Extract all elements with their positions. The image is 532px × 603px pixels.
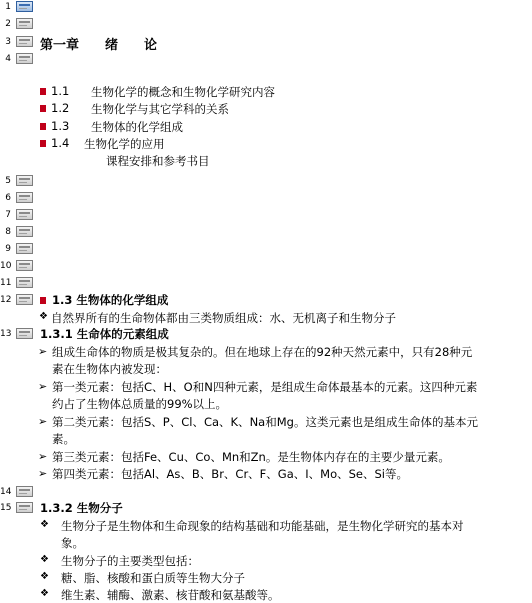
bullet-line: 第三类元素：包括Fe、Cu、Co、Mn和Zn。是生物体内存在的主要少量元素。 — [52, 450, 450, 464]
bullet-marker — [40, 105, 46, 112]
slide-row-10[interactable] — [0, 259, 532, 273]
slide-thumbnail[interactable] — [16, 175, 33, 186]
slide-row-1[interactable] — [0, 0, 532, 14]
slide-thumbnail[interactable] — [16, 328, 33, 339]
arrow-bullet-icon: ➢ — [38, 467, 48, 480]
slide-number: 1 — [5, 2, 11, 12]
slide-thumbnail[interactable] — [16, 192, 33, 203]
slide-number: 12 — [0, 295, 12, 305]
slide-thumbnail[interactable] — [16, 226, 33, 237]
outline-item-num: 1.4 — [51, 136, 70, 150]
slide-number: 14 — [0, 487, 12, 497]
arrow-bullet-icon: ➢ — [38, 380, 48, 393]
bullet-line: 维生素、辅酶、激素、核苷酸和氨基酸等。 — [61, 588, 280, 602]
slide-row-13[interactable] — [0, 326, 532, 486]
diamond-bullet-icon: ❖ — [39, 311, 48, 322]
slide-number: 15 — [0, 503, 12, 513]
slide-thumbnail[interactable] — [16, 502, 33, 513]
outline-item-text: 生物化学与其它学科的关系 — [91, 102, 229, 116]
slide-row-3[interactable] — [0, 34, 532, 53]
slide-thumbnail[interactable] — [16, 1, 33, 12]
slide-thumbnail[interactable] — [16, 243, 33, 254]
slide-row-4[interactable] — [0, 52, 532, 172]
outline-item-num: 1.2 — [51, 101, 70, 115]
bullet-line: 组成生命体的物质是极其复杂的。但在地球上存在的92种天然元素中，只有28种元 — [52, 345, 473, 359]
bullet-marker — [40, 140, 46, 147]
diamond-bullet-icon: ❖ — [40, 554, 49, 565]
outline-item-text: 生物体的化学组成 — [91, 120, 183, 134]
slide-number: 9 — [5, 244, 11, 254]
slide-thumbnail[interactable] — [16, 36, 33, 47]
slide-row-8[interactable] — [0, 225, 532, 239]
diamond-bullet-icon: ❖ — [40, 519, 49, 530]
arrow-bullet-icon: ➢ — [38, 415, 48, 428]
slide-row-15[interactable] — [0, 500, 532, 603]
slide-row-12[interactable] — [0, 292, 532, 326]
slide-number: 6 — [5, 193, 11, 203]
outline-item-num: 1.3 — [51, 119, 70, 133]
slide-number: 10 — [0, 261, 12, 271]
bullet-line: 素。 — [52, 432, 75, 446]
bullet-line: 第一类元素：包括C、H、O和N四种元素，是组成生命体最基本的元素。这四种元素 — [52, 380, 478, 394]
outline-item-text: 生物化学的应用 — [84, 137, 165, 151]
bullet-line: 生物分子的主要类型包括： — [61, 554, 199, 568]
slide-heading: 1.3.1 生命体的元素组成 — [40, 327, 169, 341]
outline-item-num: 1.1 — [51, 84, 70, 98]
slide-number: 5 — [5, 176, 11, 186]
slide-row-11[interactable] — [0, 276, 532, 290]
bullet-marker — [40, 88, 46, 95]
slide-row-14[interactable] — [0, 485, 532, 499]
slide-row-7[interactable] — [0, 208, 532, 222]
slide-title: 第一章 绪 论 — [40, 38, 158, 53]
slide-row-9[interactable] — [0, 242, 532, 256]
slide-thumbnail[interactable] — [16, 18, 33, 29]
bullet-marker — [40, 123, 46, 130]
bullet-line: 第二类元素：包括S、P、Cl、Ca、K、Na和Mg。这类元素也是组成生命体的基本元 — [52, 415, 478, 429]
slide-number: 8 — [5, 227, 11, 237]
slide-number: 2 — [5, 19, 11, 29]
slide-thumbnail[interactable] — [16, 209, 33, 220]
bullet-line: 象。 — [61, 536, 84, 550]
slide-row-6[interactable] — [0, 191, 532, 205]
slide-heading: 1.3.2 生物分子 — [40, 501, 123, 515]
slide-thumbnail[interactable] — [16, 486, 33, 497]
bullet-marker — [40, 297, 46, 304]
arrow-bullet-icon: ➢ — [38, 450, 48, 463]
bullet-line: 生物分子是生物体和生命现象的结构基础和功能基础，是生物化学研究的基本对 — [61, 519, 464, 533]
slide-row-2[interactable] — [0, 17, 532, 31]
slide-thumbnail[interactable] — [16, 277, 33, 288]
bullet-line: 素在生物体内被发现： — [52, 362, 167, 376]
arrow-bullet-icon: ➢ — [38, 345, 48, 358]
bullet-line: 第四类元素：包括Al、As、B、Br、Cr、F、Ga、I、Mo、Se、Si等。 — [52, 467, 408, 481]
slide-row-5[interactable] — [0, 174, 532, 188]
slide-thumbnail[interactable] — [16, 260, 33, 271]
slide-thumbnail[interactable] — [16, 294, 33, 305]
diamond-bullet-icon: ❖ — [40, 571, 49, 582]
outline-item-text: 生物化学的概念和生物化学研究内容 — [91, 85, 275, 99]
slide-number: 13 — [0, 329, 12, 339]
slide-number: 11 — [0, 278, 12, 288]
outline-extra-text: 课程安排和参考书目 — [106, 154, 210, 168]
bullet-line: 约占了生物体总质量的99%以上。 — [52, 397, 228, 411]
slide-heading: 1.3 生物体的化学组成 — [52, 293, 169, 307]
bullet-line: 糖、脂、核酸和蛋白质等生物大分子 — [61, 571, 245, 585]
slide-thumbnail[interactable] — [16, 53, 33, 64]
slide-number: 7 — [5, 210, 11, 220]
slide-number: 4 — [5, 54, 11, 64]
diamond-bullet-icon: ❖ — [40, 588, 49, 599]
slide-subtext: 自然界所有的生命物体都由三类物质组成：水、无机离子和生物分子 — [51, 311, 396, 325]
slide-number: 3 — [5, 37, 11, 47]
